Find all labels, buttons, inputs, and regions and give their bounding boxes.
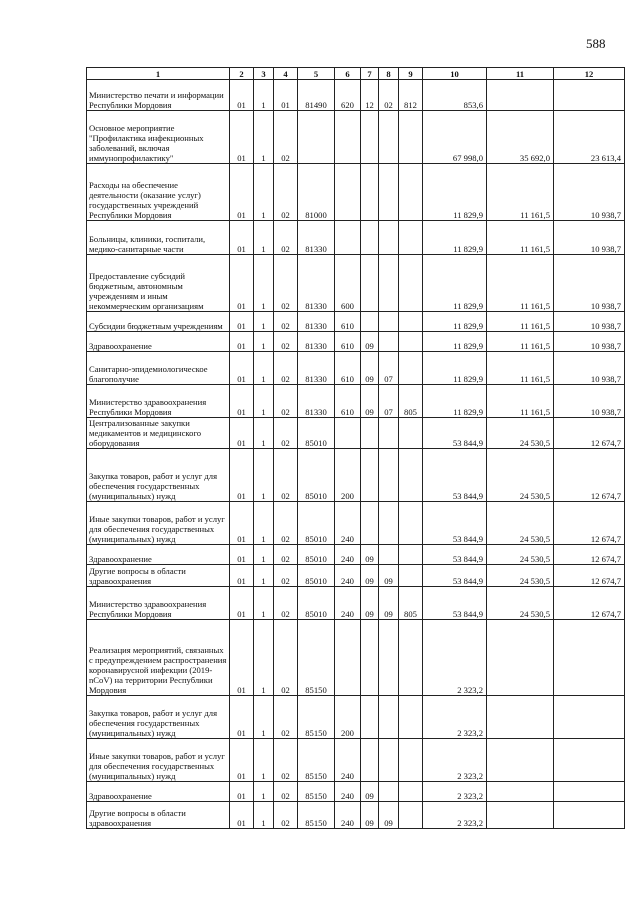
table-cell-c6: 240	[335, 502, 361, 545]
table-cell-c10: 11 829,9	[423, 312, 487, 332]
header-row	[87, 68, 625, 80]
table-cell-c9	[399, 111, 423, 164]
table-cell-c2: 01	[230, 565, 254, 587]
table-cell-c10: 2 323,2	[423, 620, 487, 696]
row-label-cell: Здравоохранение	[87, 782, 230, 802]
table-cell-c4: 02	[274, 696, 298, 739]
table-cell-c10: 53 844,9	[423, 502, 487, 545]
table-cell-c11	[487, 80, 554, 111]
table-cell-c6: 200	[335, 696, 361, 739]
row-label-cell: Министерство здравоохранения Республики Мордовия	[87, 385, 230, 418]
table-cell-c3: 1	[254, 696, 274, 739]
table-cell-c3: 1	[254, 587, 274, 620]
table-cell-c5: 85010	[298, 449, 335, 502]
table-cell-c8: 09	[379, 565, 399, 587]
table-cell-c6: 610	[335, 385, 361, 418]
table-cell-c2: 01	[230, 111, 254, 164]
table-cell-c11	[487, 696, 554, 739]
table-cell-c11: 24 530,5	[487, 545, 554, 565]
table-cell-c8	[379, 502, 399, 545]
table-cell-c9	[399, 739, 423, 782]
table-cell-c8	[379, 545, 399, 565]
table-row	[87, 587, 625, 620]
table-cell-c11: 24 530,5	[487, 502, 554, 545]
table-cell-c8	[379, 449, 399, 502]
table-row	[87, 111, 625, 164]
table-cell-c8: 02	[379, 80, 399, 111]
table-cell-c3: 1	[254, 418, 274, 449]
table-body	[87, 80, 625, 829]
table-cell-c5: 85150	[298, 696, 335, 739]
table-cell-c2: 01	[230, 587, 254, 620]
table-cell-c3: 1	[254, 255, 274, 312]
table-cell-c3: 1	[254, 449, 274, 502]
row-label-cell: Другие вопросы в области здравоохранения	[87, 565, 230, 587]
column-header: 6	[335, 68, 361, 80]
table-cell-c7: 09	[361, 587, 379, 620]
table-row	[87, 449, 625, 502]
table-cell-c10: 2 323,2	[423, 696, 487, 739]
table-cell-c11	[487, 782, 554, 802]
table-row	[87, 255, 625, 312]
table-cell-c8	[379, 739, 399, 782]
table-cell-c6: 240	[335, 802, 361, 829]
table-cell-c12	[554, 80, 625, 111]
table-row	[87, 502, 625, 545]
table-cell-c10: 67 998,0	[423, 111, 487, 164]
table-cell-c10: 2 323,2	[423, 802, 487, 829]
row-label-cell: Министерство печати и информации Республики Мордовия	[87, 80, 230, 111]
table-cell-c5: 81330	[298, 255, 335, 312]
table-cell-c2: 01	[230, 312, 254, 332]
table-row	[87, 352, 625, 385]
table-cell-c8	[379, 332, 399, 352]
table-cell-c12	[554, 782, 625, 802]
column-header: 4	[274, 68, 298, 80]
table-cell-c6: 610	[335, 332, 361, 352]
table-cell-c3: 1	[254, 312, 274, 332]
table-cell-c8: 07	[379, 385, 399, 418]
table-cell-c6	[335, 221, 361, 255]
table-cell-c4: 02	[274, 502, 298, 545]
table-cell-c3: 1	[254, 111, 274, 164]
table-cell-c9	[399, 221, 423, 255]
table-cell-c12: 10 938,7	[554, 255, 625, 312]
row-label-cell: Здравоохранение	[87, 545, 230, 565]
table-cell-c4: 02	[274, 332, 298, 352]
table-cell-c11: 11 161,5	[487, 332, 554, 352]
table-cell-c5: 85150	[298, 620, 335, 696]
table-cell-c11: 24 530,5	[487, 449, 554, 502]
table-cell-c2: 01	[230, 739, 254, 782]
table-cell-c11: 24 530,5	[487, 587, 554, 620]
table-cell-c10: 11 829,9	[423, 164, 487, 221]
table-cell-c10: 11 829,9	[423, 352, 487, 385]
table-row	[87, 164, 625, 221]
table-cell-c7	[361, 739, 379, 782]
table-cell-c4: 01	[274, 80, 298, 111]
column-header: 3	[254, 68, 274, 80]
table-cell-c5: 85010	[298, 545, 335, 565]
table-cell-c9	[399, 545, 423, 565]
row-label-cell: Расходы на обеспечение деятельности (оказание услуг) государственных учреждений Республики Мордовия	[87, 164, 230, 221]
table-cell-c3: 1	[254, 80, 274, 111]
table-cell-c5: 85010	[298, 418, 335, 449]
table-cell-c5: 85150	[298, 739, 335, 782]
table-cell-c2: 01	[230, 332, 254, 352]
table-cell-c10: 53 844,9	[423, 449, 487, 502]
table-cell-c11	[487, 620, 554, 696]
table-cell-c10: 11 829,9	[423, 221, 487, 255]
table-cell-c3: 1	[254, 565, 274, 587]
table-cell-c10: 53 844,9	[423, 587, 487, 620]
table-cell-c2: 01	[230, 696, 254, 739]
table-row	[87, 739, 625, 782]
table-cell-c9	[399, 502, 423, 545]
table-cell-c3: 1	[254, 502, 274, 545]
table-cell-c11: 11 161,5	[487, 221, 554, 255]
table-cell-c10: 53 844,9	[423, 545, 487, 565]
table-cell-c7: 09	[361, 385, 379, 418]
table-cell-c8: 09	[379, 802, 399, 829]
table-cell-c4: 02	[274, 221, 298, 255]
table-cell-c4: 02	[274, 418, 298, 449]
table-cell-c12: 12 674,7	[554, 565, 625, 587]
table-cell-c11: 11 161,5	[487, 255, 554, 312]
table-cell-c9	[399, 352, 423, 385]
table-cell-c9	[399, 620, 423, 696]
table-cell-c9	[399, 565, 423, 587]
table-cell-c8	[379, 221, 399, 255]
table-cell-c9	[399, 312, 423, 332]
table-cell-c5: 81330	[298, 332, 335, 352]
table-cell-c5: 81000	[298, 164, 335, 221]
table-cell-c2: 01	[230, 221, 254, 255]
table-cell-c9: 805	[399, 385, 423, 418]
row-label-cell: Централизованные закупки медикаментов и медицинского оборудования	[87, 418, 230, 449]
row-label-cell: Основное мероприятие "Профилактика инфекционных заболеваний, включая иммунопрофилактику"	[87, 111, 230, 164]
table-cell-c3: 1	[254, 782, 274, 802]
table-cell-c8	[379, 620, 399, 696]
table-cell-c12: 23 613,4	[554, 111, 625, 164]
table-cell-c10: 11 829,9	[423, 385, 487, 418]
table-cell-c2: 01	[230, 802, 254, 829]
table-cell-c10: 853,6	[423, 80, 487, 111]
table-cell-c7: 09	[361, 332, 379, 352]
table-cell-c7: 09	[361, 352, 379, 385]
table-cell-c2: 01	[230, 164, 254, 221]
table-cell-c10: 2 323,2	[423, 782, 487, 802]
table-cell-c6: 240	[335, 545, 361, 565]
column-header: 12	[554, 68, 625, 80]
table-cell-c12	[554, 696, 625, 739]
table-cell-c4: 02	[274, 565, 298, 587]
table-cell-c12	[554, 802, 625, 829]
table-cell-c8	[379, 164, 399, 221]
table-cell-c4: 02	[274, 449, 298, 502]
table-cell-c7: 09	[361, 565, 379, 587]
row-label-cell: Санитарно-эпидемиологическое благополучие	[87, 352, 230, 385]
table-cell-c12: 10 938,7	[554, 221, 625, 255]
table-cell-c7	[361, 111, 379, 164]
table-cell-c6: 240	[335, 587, 361, 620]
row-label-cell: Реализация мероприятий, связанных с предупреждением распространения коронавирусной инфекции (2019-nCoV) на территории Республики Мордовия	[87, 620, 230, 696]
table-row	[87, 545, 625, 565]
table-cell-c10: 11 829,9	[423, 255, 487, 312]
table-cell-c4: 02	[274, 545, 298, 565]
budget-table	[86, 67, 625, 829]
table-cell-c8	[379, 312, 399, 332]
table-cell-c7: 09	[361, 782, 379, 802]
table-cell-c7	[361, 418, 379, 449]
table-cell-c8: 09	[379, 587, 399, 620]
table-cell-c5: 85010	[298, 502, 335, 545]
table-cell-c6: 610	[335, 352, 361, 385]
table-row	[87, 385, 625, 418]
table-row	[87, 565, 625, 587]
table-cell-c2: 01	[230, 255, 254, 312]
table-cell-c4: 02	[274, 164, 298, 221]
table-cell-c4: 02	[274, 312, 298, 332]
table-cell-c12: 12 674,7	[554, 502, 625, 545]
table-cell-c3: 1	[254, 332, 274, 352]
table-cell-c4: 02	[274, 620, 298, 696]
table-cell-c9	[399, 332, 423, 352]
table-cell-c7	[361, 312, 379, 332]
row-label-cell: Другие вопросы в области здравоохранения	[87, 802, 230, 829]
table-cell-c5	[298, 111, 335, 164]
table-cell-c4: 02	[274, 385, 298, 418]
table-cell-c5: 85150	[298, 782, 335, 802]
table-cell-c7	[361, 449, 379, 502]
table-cell-c2: 01	[230, 352, 254, 385]
table-cell-c4: 02	[274, 255, 298, 312]
table-cell-c7	[361, 221, 379, 255]
table-cell-c4: 02	[274, 587, 298, 620]
table-cell-c7	[361, 164, 379, 221]
table-cell-c8	[379, 111, 399, 164]
table-row	[87, 312, 625, 332]
table-cell-c10: 2 323,2	[423, 739, 487, 782]
table-cell-c7: 09	[361, 545, 379, 565]
table-cell-c2: 01	[230, 502, 254, 545]
table-cell-c2: 01	[230, 449, 254, 502]
table-cell-c7	[361, 502, 379, 545]
table-cell-c3: 1	[254, 545, 274, 565]
table-row	[87, 696, 625, 739]
table-cell-c6: 600	[335, 255, 361, 312]
table-cell-c3: 1	[254, 352, 274, 385]
table-cell-c12: 12 674,7	[554, 587, 625, 620]
table-cell-c7	[361, 255, 379, 312]
table-cell-c4: 02	[274, 802, 298, 829]
row-label-cell: Предоставление субсидий бюджетным, автономным учреждениям и иным некоммерческим организациям	[87, 255, 230, 312]
table-cell-c12: 12 674,7	[554, 418, 625, 449]
table-cell-c10: 11 829,9	[423, 332, 487, 352]
table-cell-c11: 11 161,5	[487, 385, 554, 418]
table-cell-c8	[379, 418, 399, 449]
row-label-cell: Иные закупки товаров, работ и услуг для обеспечения государственных (муниципальных) нужд	[87, 502, 230, 545]
table-cell-c9: 805	[399, 587, 423, 620]
table-cell-c6: 610	[335, 312, 361, 332]
table-cell-c2: 01	[230, 545, 254, 565]
table-row	[87, 418, 625, 449]
table-cell-c12: 12 674,7	[554, 449, 625, 502]
table-cell-c6	[335, 620, 361, 696]
column-header: 9	[399, 68, 423, 80]
table-cell-c6: 620	[335, 80, 361, 111]
table-cell-c2: 01	[230, 80, 254, 111]
table-cell-c6: 240	[335, 565, 361, 587]
table-cell-c6: 240	[335, 739, 361, 782]
table-cell-c11: 11 161,5	[487, 312, 554, 332]
table-cell-c10: 53 844,9	[423, 565, 487, 587]
table-cell-c12: 10 938,7	[554, 164, 625, 221]
column-header: 10	[423, 68, 487, 80]
table-cell-c11: 11 161,5	[487, 164, 554, 221]
table-cell-c5: 81490	[298, 80, 335, 111]
table-cell-c8	[379, 782, 399, 802]
column-header: 7	[361, 68, 379, 80]
table-cell-c12: 10 938,7	[554, 312, 625, 332]
table-cell-c2: 01	[230, 782, 254, 802]
table-cell-c9	[399, 255, 423, 312]
table-cell-c12: 12 674,7	[554, 545, 625, 565]
table-cell-c8	[379, 255, 399, 312]
table-cell-c10: 53 844,9	[423, 418, 487, 449]
table-cell-c11: 11 161,5	[487, 352, 554, 385]
table-cell-c12	[554, 620, 625, 696]
table-cell-c9	[399, 449, 423, 502]
table-row	[87, 802, 625, 829]
table-cell-c9	[399, 418, 423, 449]
table-cell-c6	[335, 111, 361, 164]
table-cell-c11	[487, 802, 554, 829]
table-cell-c3: 1	[254, 739, 274, 782]
row-label-cell: Субсидии бюджетным учреждениям	[87, 312, 230, 332]
table-cell-c12: 10 938,7	[554, 352, 625, 385]
table-cell-c7: 12	[361, 80, 379, 111]
table-row	[87, 782, 625, 802]
column-header: 8	[379, 68, 399, 80]
column-header: 5	[298, 68, 335, 80]
row-label-cell: Здравоохранение	[87, 332, 230, 352]
table-cell-c5: 81330	[298, 312, 335, 332]
column-header: 2	[230, 68, 254, 80]
table-row	[87, 332, 625, 352]
table-row	[87, 80, 625, 111]
table-cell-c9: 812	[399, 80, 423, 111]
table-cell-c7	[361, 696, 379, 739]
table-cell-c11: 35 692,0	[487, 111, 554, 164]
table-cell-c3: 1	[254, 802, 274, 829]
table-cell-c5: 85150	[298, 802, 335, 829]
table-cell-c5: 85010	[298, 565, 335, 587]
table-cell-c11: 24 530,5	[487, 565, 554, 587]
table-cell-c6	[335, 164, 361, 221]
table-cell-c6: 200	[335, 449, 361, 502]
table-cell-c12: 10 938,7	[554, 385, 625, 418]
column-header: 11	[487, 68, 554, 80]
table-cell-c12: 10 938,7	[554, 332, 625, 352]
table-cell-c9	[399, 802, 423, 829]
table-cell-c9	[399, 696, 423, 739]
table-cell-c3: 1	[254, 620, 274, 696]
table-cell-c8	[379, 696, 399, 739]
table-cell-c5: 81330	[298, 221, 335, 255]
row-label-cell: Закупка товаров, работ и услуг для обеспечения государственных (муниципальных) нужд	[87, 696, 230, 739]
table-cell-c12	[554, 739, 625, 782]
table-cell-c4: 02	[274, 352, 298, 385]
table-cell-c8: 07	[379, 352, 399, 385]
table-cell-c4: 02	[274, 111, 298, 164]
table-cell-c9	[399, 164, 423, 221]
table-cell-c6	[335, 418, 361, 449]
column-header: 1	[87, 68, 230, 80]
table-cell-c2: 01	[230, 385, 254, 418]
table-cell-c7	[361, 620, 379, 696]
table-cell-c3: 1	[254, 221, 274, 255]
table-cell-c5: 85010	[298, 587, 335, 620]
table-cell-c11	[487, 739, 554, 782]
table-cell-c5: 81330	[298, 385, 335, 418]
table-cell-c4: 02	[274, 782, 298, 802]
table-cell-c7: 09	[361, 802, 379, 829]
table-cell-c2: 01	[230, 418, 254, 449]
row-label-cell: Иные закупки товаров, работ и услуг для обеспечения государственных (муниципальных) нужд	[87, 739, 230, 782]
table-cell-c2: 01	[230, 620, 254, 696]
row-label-cell: Министерство здравоохранения Республики Мордовия	[87, 587, 230, 620]
table-cell-c11: 24 530,5	[487, 418, 554, 449]
table-cell-c3: 1	[254, 164, 274, 221]
table-cell-c9	[399, 782, 423, 802]
page-number: 588	[586, 36, 606, 51]
table-cell-c3: 1	[254, 385, 274, 418]
table-row	[87, 620, 625, 696]
row-label-cell: Больницы, клиники, госпитали, медико-санитарные части	[87, 221, 230, 255]
table-row	[87, 221, 625, 255]
row-label-cell: Закупка товаров, работ и услуг для обеспечения государственных (муниципальных) нужд	[87, 449, 230, 502]
table-cell-c6: 240	[335, 782, 361, 802]
table-cell-c5: 81330	[298, 352, 335, 385]
table-cell-c4: 02	[274, 739, 298, 782]
